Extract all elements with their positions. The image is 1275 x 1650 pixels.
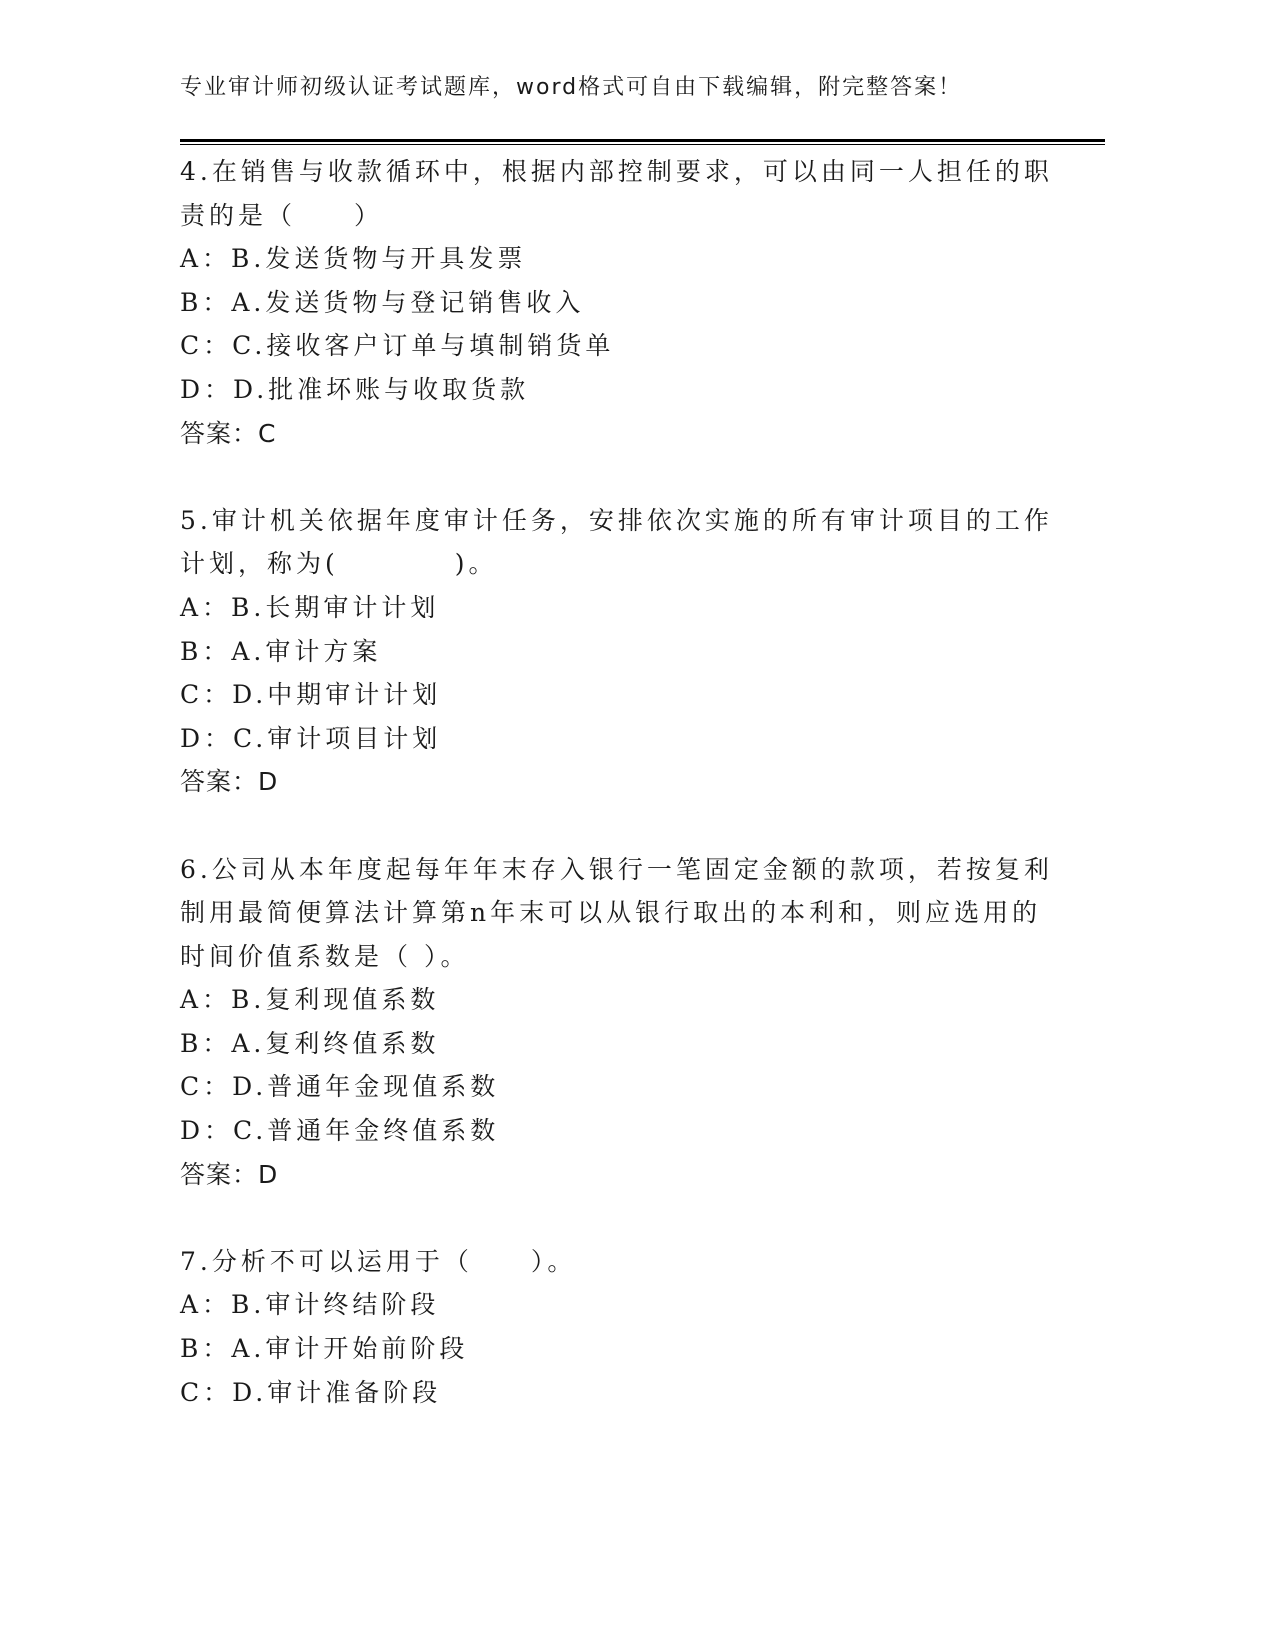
option-a: A：B.审计终结阶段	[180, 1290, 440, 1320]
question-stem-line: 计划，称为( )。	[180, 549, 498, 579]
question-6	[180, 848, 1053, 1197]
question-gap	[180, 804, 1020, 848]
question-gap	[180, 1196, 1020, 1240]
option-c: C：C.接收客户订单与填制销货单	[180, 331, 615, 361]
question-4	[180, 150, 1053, 455]
option-b: B：A.发送货物与登记销售收入	[180, 287, 585, 317]
question-stem-line: 制用最简便算法计算第n年末可以从银行取出的本利和，则应选用的	[180, 898, 1042, 928]
header-rule-thin	[180, 144, 1105, 145]
option-d: D：D.批准坏账与收取货款	[180, 374, 530, 404]
option-c: C：D.普通年金现值系数	[180, 1072, 500, 1102]
option-a: A：B.发送货物与开具发票	[180, 244, 527, 274]
answer-line: 答案：C	[180, 418, 277, 448]
question-gap	[180, 455, 1020, 499]
option-d: D：C.普通年金终值系数	[180, 1116, 500, 1146]
option-b: B：A.审计方案	[180, 636, 382, 666]
option-b: B：A.复利终值系数	[180, 1028, 440, 1058]
question-stem-line: 6.公司从本年度起每年年末存入银行一笔固定金额的款项，若按复利	[180, 854, 1053, 884]
question-stem-line: 4.在销售与收款循环中，根据内部控制要求，可以由同一人担任的职	[180, 157, 1053, 186]
answer-line: 答案：D	[180, 1159, 279, 1189]
question-7	[180, 1240, 1020, 1414]
question-stem-line: 责的是（ ）	[180, 200, 384, 230]
option-b: B：A.审计开始前阶段	[180, 1334, 469, 1364]
question-stem-line: 5.审计机关依据年度审计任务，安排依次实施的所有审计项目的工作	[180, 505, 1053, 535]
question-list	[180, 150, 1053, 1414]
header-rule-thick	[180, 139, 1105, 142]
option-d: D：C.审计项目计划	[180, 723, 442, 753]
answer-line: 答案：D	[180, 767, 279, 797]
question-stem-line: 7.分析不可以运用于（ ）。	[180, 1246, 577, 1276]
question-stem-line: 时间价值系数是（ ）。	[180, 941, 470, 971]
option-c: C：D.审计准备阶段	[180, 1377, 442, 1407]
page-header: 专业审计师初级认证考试题库，word格式可自由下载编辑，附完整答案！	[180, 75, 963, 100]
question-5	[180, 499, 1053, 804]
option-c: C：D.中期审计计划	[180, 680, 442, 710]
option-a: A：B.长期审计计划	[180, 592, 440, 622]
option-a: A：B.复利现值系数	[180, 985, 440, 1015]
